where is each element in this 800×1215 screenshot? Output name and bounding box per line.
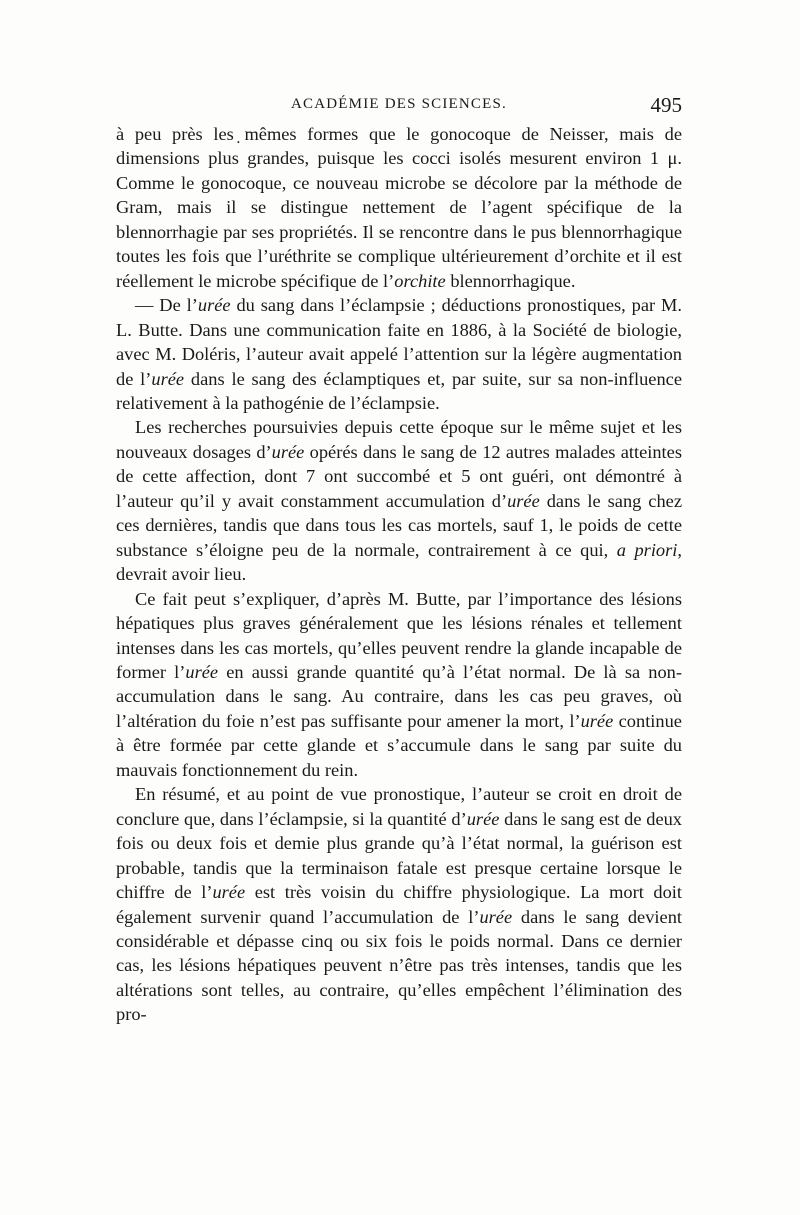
running-title: ACADÉMIE DES SCIENCES. xyxy=(291,96,507,112)
italic-term: urée xyxy=(151,368,185,389)
italic-term: orchite xyxy=(394,270,446,291)
paragraph-p4 xyxy=(116,587,682,783)
text-run: dans le sang chez ces dernières, tandis que dans tous les cas mortels, sauf 1, le poids de cette substance s’éloigne peu de la normale, contrairement à ce qui, xyxy=(116,490,682,560)
text-run: — De l’ xyxy=(135,295,198,316)
italic-term: urée xyxy=(580,710,614,731)
text-run: , devrait avoir lieu. xyxy=(116,539,683,585)
paragraph-p2 xyxy=(116,293,682,415)
text-run: dans le sang des éclamptiques et, par suite, sur sa non-influence relativement à la pathogénie de l’éclampsie. xyxy=(116,368,682,413)
text-run: dans le sang devient considérable et dépasse cinq ou six fois le poids normal. Dans ce dernier cas, les lésions hépatiques peuvent n’être pas très intenses, tandis que les altérations sont telles, au contraire, qu’elles empêchent l’élimination des pro- xyxy=(116,906,682,1025)
text-run: blennorrhagique. xyxy=(445,270,576,291)
text-run: Les recherches poursuivies depuis cette époque sur le même sujet et les nouveaux dosages d’ xyxy=(116,417,682,462)
paragraph-p3 xyxy=(116,415,682,586)
italic-term: urée xyxy=(185,661,219,682)
italic-term: urée xyxy=(466,808,500,829)
page-number: 495 xyxy=(650,93,682,117)
italic-term: urée xyxy=(197,295,231,316)
italic-term: a priori xyxy=(616,539,678,560)
text-run: à peu près les ̣mêmes formes que le gonocoque de Neisser, mais de dimensions plus grandes, puisque les cocci isolés mesurent environ 1 μ. Comme le gonocoque, ce nouveau microbe se décolore par la méthode de Gram, mais il se distingue nettement de l’agent spécifique de la blennorrhagie par ses propriétés. Il se rencontre dans le pus blennorrhagique toutes les fois que l’uréthrite se complique ultérieurement d’orchite et il est réellement le microbe spécifique de l’ xyxy=(116,124,682,291)
paragraph-p5 xyxy=(116,782,682,1027)
text-run: opérés dans le sang de 12 autres malades atteintes de cette affection, dont 7 ont succombé et 5 ont guéri, ont démontré à l’auteur qu’il y avait constamment accumulation d’ xyxy=(116,441,682,511)
text-run: En résumé, et au point de vue pronostique, l’auteur se croit en droit de conclure que, dans l’éclampsie, si la quantité d’ xyxy=(116,784,682,829)
text-run: du sang dans l’éclampsie ; déductions pronostiques, par M. L. Butte. Dans une communication faite en 1886, à la Société de biologie, avec M. Doléris, l’auteur avait appelé l’attention sur la légère augmentation de l’ xyxy=(116,295,683,389)
text-run: Ce fait peut s’expliquer, d’après M. Butte, par l’importance des lésions hépatiques plus graves généralement que les lésions rénales et tellement intenses dans les cas mortels, qu’elles peuvent rendre la glande incapable de former l’ xyxy=(116,588,682,682)
text-run: continue à être formée par cette glande et s’accumule dans le sang par suite du mauvais fonctionnement du rein. xyxy=(116,710,682,780)
italic-term: urée xyxy=(212,882,246,903)
body-text xyxy=(116,122,682,1027)
text-run: dans le sang est de deux fois ou deux fois et demie plus grande qu’à l’état normal, la guérison est probable, tandis que la terminaison fatale est presque certaine lorsque le chiffre de l’ xyxy=(116,808,682,903)
running-head xyxy=(116,93,682,120)
text-run: en aussi grande quantité qu’à l’état normal. De là sa non-accumulation dans le sang. Au contraire, dans les cas peu graves, où l’altération du foie n’est pas suffisante pour amener la mort, l’ xyxy=(116,661,682,731)
italic-term: urée xyxy=(479,906,513,927)
paragraph-p1 xyxy=(116,122,682,293)
italic-term: urée xyxy=(271,441,305,462)
text-run: est très voisin du chiffre physiologique. La mort doit également survenir quand l’accumulation de l’ xyxy=(116,882,682,927)
italic-term: urée xyxy=(507,490,540,511)
